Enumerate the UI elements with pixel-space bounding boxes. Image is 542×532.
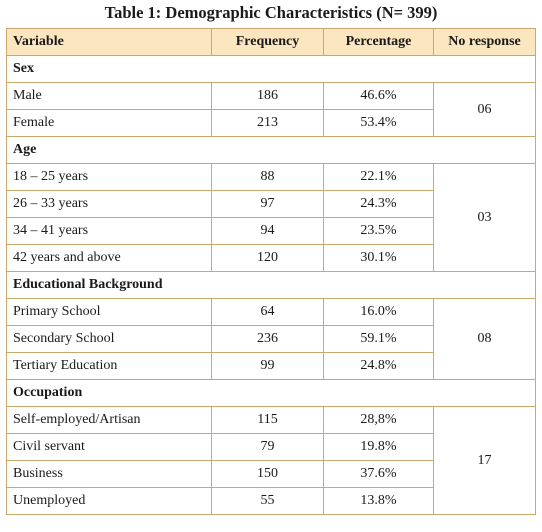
cell-percentage: 28,8%: [324, 407, 434, 434]
cell-variable: Female: [7, 110, 212, 137]
section-row: [7, 56, 536, 83]
cell-percentage: 24.3%: [324, 191, 434, 218]
cell-percentage: 46.6%: [324, 83, 434, 110]
section-title: Occupation: [7, 380, 536, 407]
section-title: Educational Background: [7, 272, 536, 299]
cell-frequency: 79: [212, 434, 324, 461]
cell-percentage: 13.8%: [324, 488, 434, 515]
cell-percentage: 23.5%: [324, 218, 434, 245]
table-row: [7, 164, 536, 191]
cell-variable: Civil servant: [7, 434, 212, 461]
cell-no-response: 06: [434, 83, 536, 137]
cell-frequency: 120: [212, 245, 324, 272]
cell-frequency: 213: [212, 110, 324, 137]
cell-no-response: 08: [434, 299, 536, 380]
column-header-percentage: Percentage: [324, 29, 434, 56]
table-caption: Table 1: Demographic Characteristics (N= 399): [104, 3, 438, 22]
cell-percentage: 37.6%: [324, 461, 434, 488]
cell-frequency: 55: [212, 488, 324, 515]
cell-frequency: 115: [212, 407, 324, 434]
cell-variable: Unemployed: [7, 488, 212, 515]
table-body: [7, 56, 536, 515]
cell-frequency: 236: [212, 326, 324, 353]
cell-frequency: 64: [212, 299, 324, 326]
cell-percentage: 53.4%: [324, 110, 434, 137]
cell-frequency: 186: [212, 83, 324, 110]
cell-percentage: 24.8%: [324, 353, 434, 380]
cell-variable: Male: [7, 83, 212, 110]
column-header-frequency: Frequency: [212, 29, 324, 56]
cell-variable: Business: [7, 461, 212, 488]
cell-percentage: 19.8%: [324, 434, 434, 461]
cell-variable: 18 – 25 years: [7, 164, 212, 191]
section-row: [7, 380, 536, 407]
cell-frequency: 97: [212, 191, 324, 218]
cell-percentage: 59.1%: [324, 326, 434, 353]
cell-variable: 26 – 33 years: [7, 191, 212, 218]
header-row: [7, 29, 536, 56]
cell-percentage: 22.1%: [324, 164, 434, 191]
section-title: Sex: [7, 56, 536, 83]
cell-frequency: 99: [212, 353, 324, 380]
cell-frequency: 94: [212, 218, 324, 245]
cell-variable: Secondary School: [7, 326, 212, 353]
column-header-no-response: No response: [434, 29, 536, 56]
section-row: [7, 272, 536, 299]
section-title: Age: [7, 137, 536, 164]
demographic-table: [6, 28, 536, 515]
table-row: [7, 407, 536, 434]
cell-no-response: 03: [434, 164, 536, 272]
column-header-variable: Variable: [7, 29, 212, 56]
cell-variable: Primary School: [7, 299, 212, 326]
cell-frequency: 150: [212, 461, 324, 488]
table-header: [7, 29, 536, 56]
cell-percentage: 30.1%: [324, 245, 434, 272]
section-row: [7, 137, 536, 164]
cell-variable: Self-employed/Artisan: [7, 407, 212, 434]
table-row: [7, 83, 536, 110]
cell-percentage: 16.0%: [324, 299, 434, 326]
cell-variable: 34 – 41 years: [7, 218, 212, 245]
table-row: [7, 299, 536, 326]
cell-variable: Tertiary Education: [7, 353, 212, 380]
cell-frequency: 88: [212, 164, 324, 191]
cell-no-response: 17: [434, 407, 536, 515]
cell-variable: 42 years and above: [7, 245, 212, 272]
